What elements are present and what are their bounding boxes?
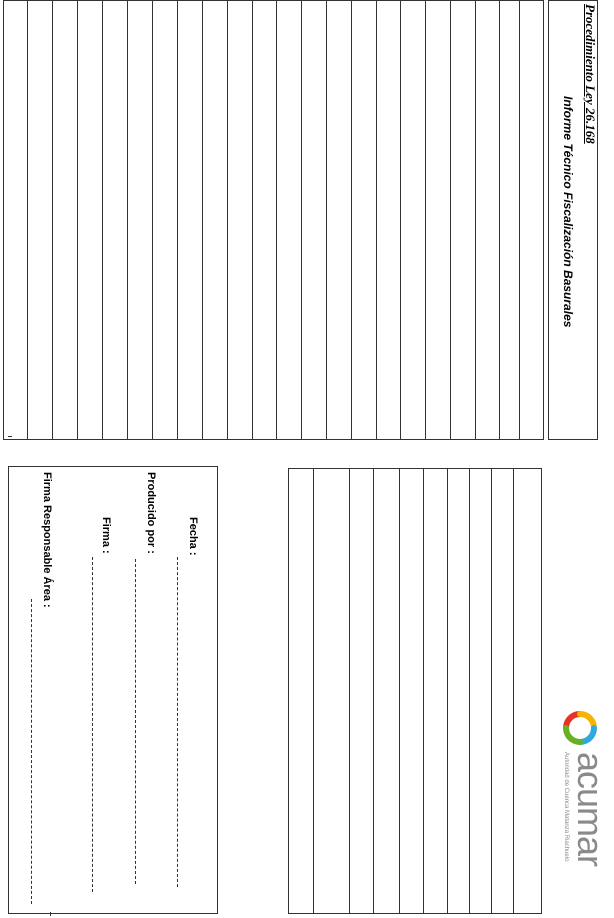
grid-line	[475, 1, 476, 439]
firma-responsable-line[interactable]	[31, 599, 32, 904]
grid-line	[400, 1, 401, 439]
grid-line	[77, 1, 78, 439]
grid-line	[376, 1, 377, 439]
grid-line	[177, 1, 178, 439]
logo-subtitle: Autoridad de Cuenca Matanza Riachuelo	[563, 752, 569, 862]
grid-line	[313, 469, 314, 913]
grid-line	[491, 469, 492, 913]
signature-form-box	[8, 466, 218, 914]
fecha-label: Fecha :	[187, 517, 199, 556]
grid-line	[252, 1, 253, 439]
grid-line	[425, 1, 426, 439]
grid-line	[276, 1, 277, 439]
grid-line	[513, 469, 514, 913]
producido-line[interactable]	[135, 559, 136, 884]
grid-line	[301, 1, 302, 439]
fecha-line[interactable]	[177, 557, 178, 887]
grid-line	[373, 469, 374, 913]
grid-line	[27, 1, 28, 439]
firma-responsable-label: Firma Responsable Área :	[41, 472, 53, 608]
corner-tick	[50, 912, 51, 916]
grid-line	[499, 1, 500, 439]
grid-line	[447, 469, 448, 913]
grid-line	[399, 469, 400, 913]
report-title: Informe Técnico Fiscalización Basurales	[561, 96, 575, 328]
grid-line	[450, 1, 451, 439]
procedure-title: Procedimiento Ley 26.168	[583, 4, 598, 144]
grid-line	[326, 1, 327, 439]
middle-lined-grid	[288, 468, 542, 914]
grid-line	[519, 1, 520, 439]
grid-line	[152, 1, 153, 439]
top-lined-grid	[3, 0, 544, 440]
grid-line	[202, 1, 203, 439]
grid-line	[351, 1, 352, 439]
producido-label: Producido por :	[145, 472, 157, 554]
grid-line	[52, 1, 53, 439]
grid-line	[423, 469, 424, 913]
logo-wordmark: acumar	[570, 752, 611, 867]
grid-line	[349, 469, 350, 913]
acumar-logo-mark-icon	[560, 708, 600, 748]
corner-tick	[8, 436, 12, 437]
grid-line	[227, 1, 228, 439]
firma-line[interactable]	[92, 557, 93, 892]
grid-line	[469, 469, 470, 913]
grid-line	[127, 1, 128, 439]
firma-label: Firma :	[100, 517, 112, 554]
grid-line	[102, 1, 103, 439]
